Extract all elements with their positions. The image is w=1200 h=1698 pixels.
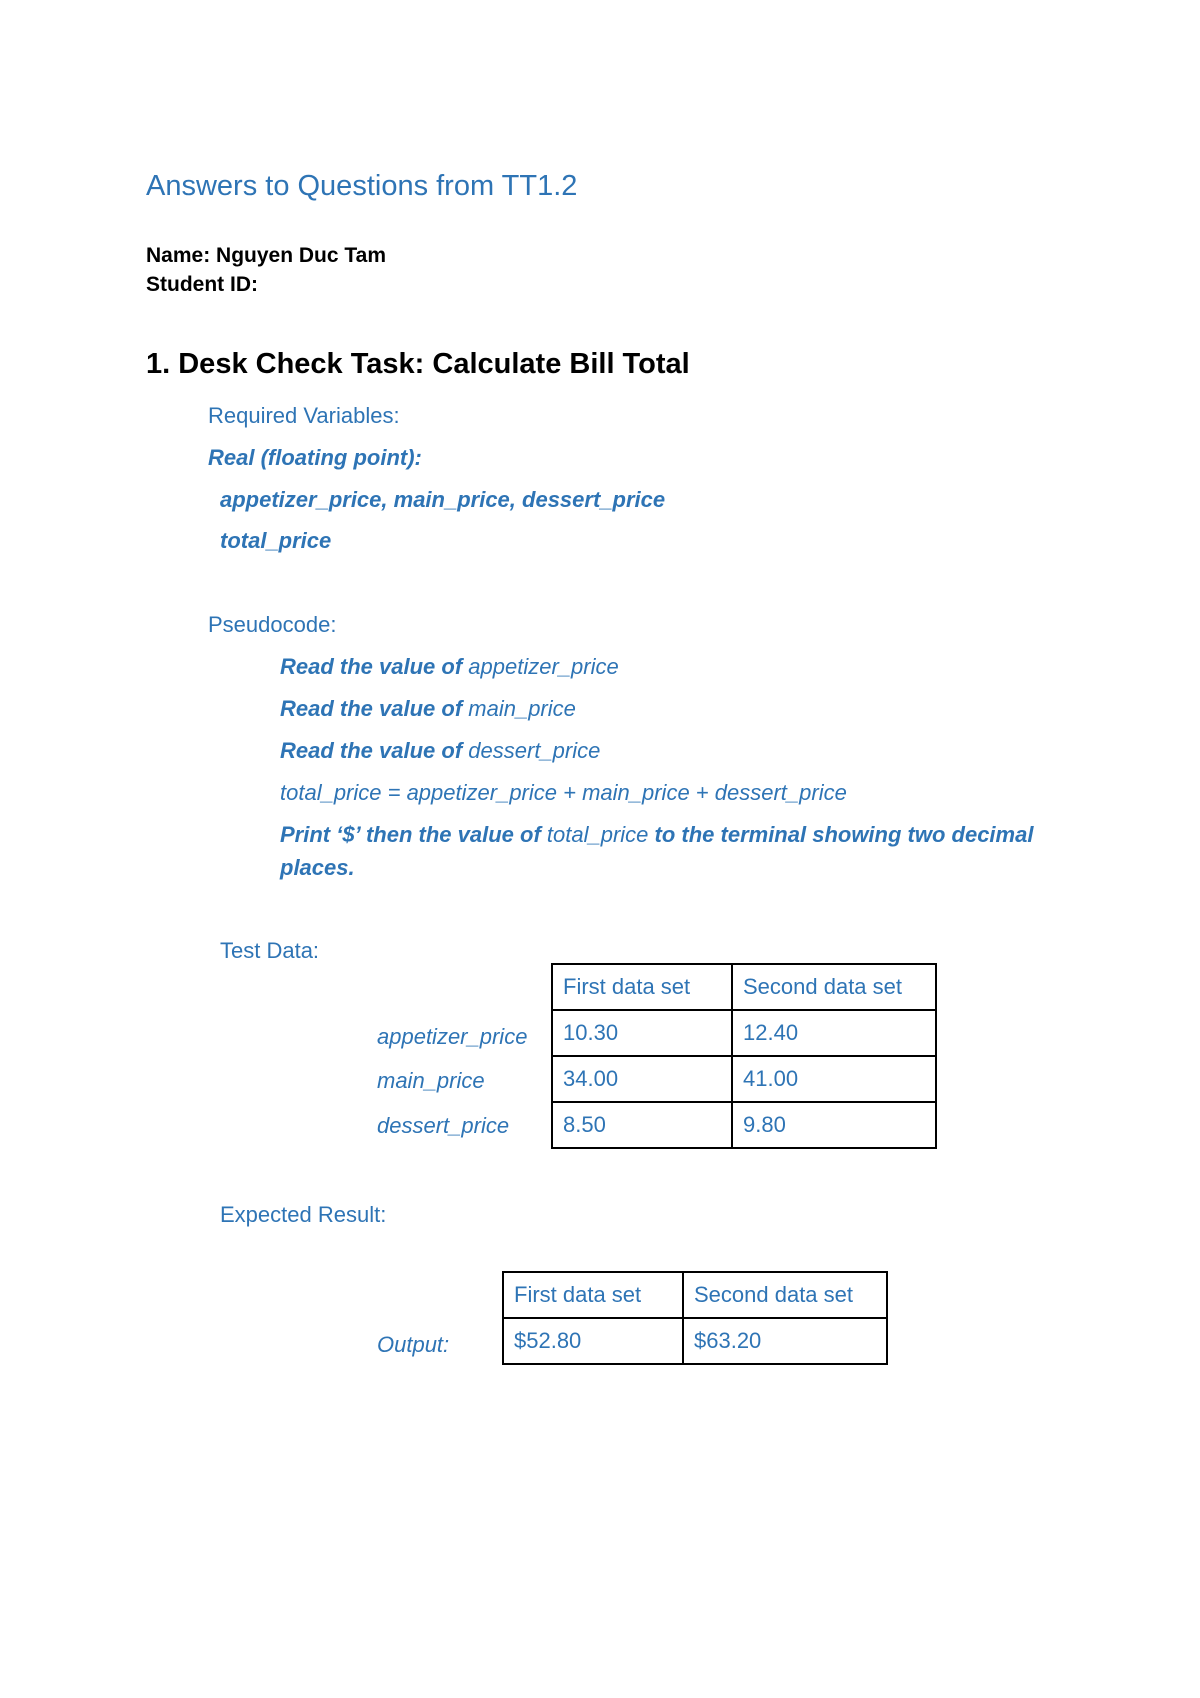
variables-line-2: total_price — [220, 528, 332, 553]
table-cell: 12.40 — [732, 1010, 936, 1056]
pseudocode-keyword: Read the value of — [280, 738, 469, 763]
pseudocode-line — [280, 654, 619, 680]
table-cell: 9.80 — [732, 1102, 936, 1148]
document-title: Answers to Questions from TT1.2 — [146, 170, 578, 202]
table-cell: 8.50 — [552, 1102, 732, 1148]
table-header-cell: First data set — [552, 964, 732, 1010]
student-name: Name: Nguyen Duc Tam — [146, 244, 386, 267]
table-row — [503, 1318, 887, 1364]
pseudocode-keyword: to the terminal showing two decimal — [648, 822, 1034, 847]
expected-result-label: Expected Result: — [220, 1202, 387, 1227]
pseudocode-line-continuation: places. — [280, 855, 355, 880]
pseudocode-keyword: Read the value of — [280, 696, 469, 721]
table-row — [552, 1056, 936, 1102]
table-header-cell: First data set — [503, 1272, 683, 1318]
pseudocode-variable: dessert_price — [468, 738, 601, 763]
table-header-cell: Second data set — [732, 964, 936, 1010]
test-row-label: dessert_price — [377, 1113, 510, 1138]
section-heading: 1. Desk Check Task: Calculate Bill Total — [146, 348, 690, 380]
pseudocode-assignment: total_price = appetizer_price + main_price + dessert_price — [280, 780, 847, 805]
test-row-label: appetizer_price — [377, 1024, 528, 1049]
table-cell: $52.80 — [503, 1318, 683, 1364]
pseudocode-variable: appetizer_price — [468, 654, 619, 679]
expected-result-table — [502, 1271, 888, 1365]
variables-line-1: appetizer_price, main_price, dessert_price — [220, 487, 666, 512]
pseudocode-keyword: Read the value of — [280, 654, 469, 679]
pseudocode-line — [280, 696, 576, 722]
table-header-row — [552, 964, 936, 1010]
test-row-label: main_price — [377, 1068, 485, 1093]
student-id: Student ID: — [146, 273, 258, 296]
table-header-row — [503, 1272, 887, 1318]
real-type-label: Real (floating point): — [208, 445, 422, 470]
output-row-label: Output: — [377, 1332, 450, 1357]
pseudocode-label: Pseudocode: — [208, 612, 337, 637]
table-cell: 10.30 — [552, 1010, 732, 1056]
table-row — [552, 1102, 936, 1148]
table-cell: 41.00 — [732, 1056, 936, 1102]
pseudocode-line — [280, 822, 1033, 848]
table-cell: $63.20 — [683, 1318, 887, 1364]
table-cell: 34.00 — [552, 1056, 732, 1102]
test-data-label: Test Data: — [220, 938, 320, 963]
pseudocode-line — [280, 780, 847, 806]
table-header-cell: Second data set — [683, 1272, 887, 1318]
pseudocode-keyword: Print ‘$’ then the value of — [280, 822, 547, 847]
required-variables-label: Required Variables: — [208, 403, 400, 428]
table-row — [552, 1010, 936, 1056]
pseudocode-variable: total_price — [546, 822, 649, 847]
pseudocode-line — [280, 738, 600, 764]
test-data-table — [551, 963, 937, 1149]
pseudocode-variable: main_price — [468, 696, 576, 721]
